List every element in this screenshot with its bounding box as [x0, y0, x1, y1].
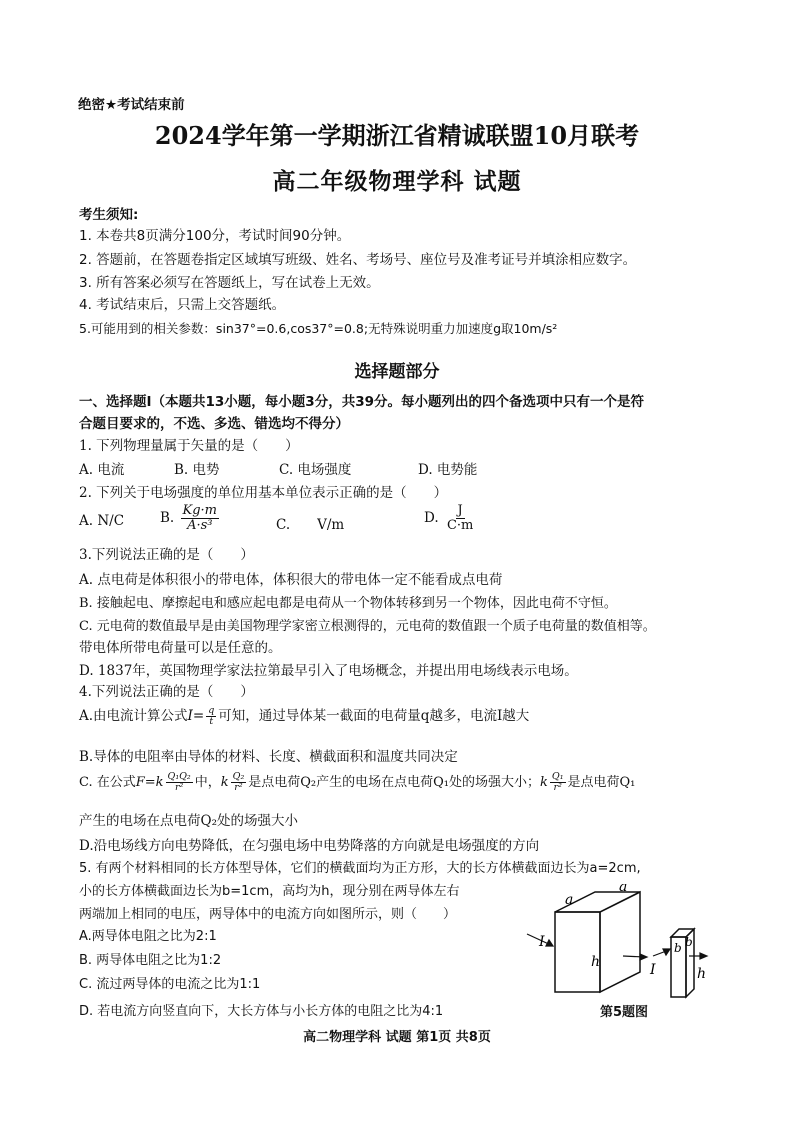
large-cuboid-front	[555, 912, 600, 992]
notice-heading: 考生须知:	[79, 207, 139, 223]
q4-option-d: D.沿电场线方向电势降低，在匀强电场中电势降落的方向就是电场强度的方向	[79, 838, 540, 854]
q4-option-a	[79, 704, 529, 727]
q4-a-equation: I=	[187, 708, 205, 724]
q5-figure	[525, 884, 725, 999]
q4-c-prefix: C. 在公式	[79, 775, 136, 790]
part1-instructions-line2: 合题目要求的，不选、多选、错选均不得分）	[79, 416, 349, 432]
figure-label-b-2: b	[685, 935, 693, 949]
part1-instructions-line1: 一、选择题Ⅰ（本题共13小题，每小题3分，共39分。每小题列出的四个备选项中只有一个是符	[79, 394, 644, 410]
q5-stem-line1: 5. 有两个材料相同的长方体型导体，它们的横截面均为正方形，大的长方体横截面边长为a=2cm,	[79, 861, 641, 876]
page-footer: 高二物理学科 试题 第1页 共8页	[303, 1030, 491, 1045]
figure-label-current-mid: I	[650, 962, 656, 978]
q4-a-fraction	[206, 706, 216, 727]
notice-item-2: 2. 答题前，在答题卷指定区域填写班级、姓名、考场号、座位号及准考证号并填涂相应数字。	[79, 252, 637, 268]
current-arrow-left-head	[546, 940, 553, 946]
q4-c-k-2: k	[540, 775, 548, 790]
exam-title: 2024学年第一学期浙江省精诚联盟10月联考	[154, 121, 640, 150]
current-arrow-mid-in-head	[640, 954, 647, 960]
q3-stem: 3.下列说法正确的是（ ）	[79, 547, 254, 563]
q3-option-d: D. 1837年，英国物理学家法拉第最早引入了电场概念，并提出用电场线表示电场。	[79, 663, 578, 679]
section-title: 选择题部分	[354, 362, 440, 382]
q1-option-a: A. 电流	[79, 462, 125, 478]
q2-b-numerator: Kg·m	[182, 503, 218, 518]
q2-b-denominator: A·s³	[187, 517, 213, 533]
q2-stem: 2. 下列关于电场强度的单位用基本单位表示正确的是（ ）	[79, 485, 448, 501]
q4-c-denominator-3: r²	[553, 782, 562, 793]
q2-option-d-label: D.	[424, 510, 439, 527]
figure-label-b-1: b	[674, 941, 682, 955]
notice-item-3: 3. 所有答案必须写在答题纸上，写在试卷上无效。	[79, 275, 380, 291]
q1-option-c: C. 电场强度	[279, 462, 352, 478]
q4-c-fraction-2	[231, 772, 247, 793]
figure-label-a-1: a	[565, 892, 574, 908]
q4-a-suffix: 可知，通过导体某一截面的电荷量q越多，电流I越大	[218, 708, 530, 724]
q2-option-a: A. N/C	[79, 513, 125, 529]
q5-figure-caption: 第5题图	[600, 1005, 649, 1020]
q3-option-c-line2: 带电体所带电荷量可以是任意的。	[79, 640, 282, 656]
figure-label-a-2: a	[619, 884, 628, 895]
q4-option-c	[79, 771, 635, 793]
q4-c-text-2: 是点电荷Q₂产生的电场在点电荷Q₁处的场强大小；	[248, 775, 541, 790]
q3-option-a: A. 点电荷是体积很小的带电体，体积很大的带电体一定不能看成点电荷	[79, 572, 503, 588]
figure-label-h-small: h	[697, 966, 707, 982]
q5-stem-line3: 两端加上相同的电压，两导体中的电流方向如图所示，则（ ）	[79, 907, 457, 922]
q2-option-c: C. V/m	[276, 517, 345, 533]
q4-c-text-3: 是点电荷Q₁	[567, 775, 636, 790]
q4-option-b: B.导体的电阻率由导体的材料、长度、横截面积和温度共同决定	[79, 749, 458, 765]
q5-option-c: C. 流过两导体的电流之比为1:1	[79, 977, 261, 992]
q1-option-d: D. 电势能	[418, 462, 478, 478]
q4-c-text-1: 中，	[194, 775, 221, 790]
q2-option-b-label: B.	[160, 510, 175, 527]
q3-option-c-line1: C. 元电荷的数值最早是由美国物理学家密立根测得的，元电荷的数值跟一个质子电荷量的数值相等。	[79, 619, 656, 634]
q4-c-numerator-1: Q₁Q₂	[167, 771, 191, 783]
q4-c-fraction-3	[550, 772, 566, 793]
q5-option-b: B. 两导体电阻之比为1:2	[79, 953, 222, 968]
q2-option-d	[424, 504, 477, 532]
q4-a-numerator: q	[208, 705, 215, 717]
current-arrow-right-head	[700, 953, 707, 959]
q4-a-denominator: t	[209, 716, 214, 727]
q3-option-b: B. 接触起电、摩擦起电和感应起电都是电荷从一个物体转移到另一个物体，因此电荷不守恒。	[79, 596, 617, 611]
q4-c-numerator-3: Q₁	[551, 771, 564, 783]
q2-option-d-fraction	[445, 504, 475, 532]
q4-c-denominator-2: r²	[234, 782, 243, 793]
q5-stem-line2: 小的长方体横截面边长为b=1cm，高均为h，现分别在两导体左右	[79, 884, 460, 899]
q1-option-b: B. 电势	[174, 462, 220, 478]
figure-label-h-large: h	[591, 954, 601, 970]
q4-option-c-line2: 产生的电场在点电荷Q₂处的场强大小	[79, 813, 298, 829]
q4-c-k-1: k	[220, 775, 229, 790]
q2-d-numerator: J	[457, 503, 463, 518]
q4-a-prefix: A.由电流计算公式	[79, 708, 188, 724]
notice-item-5: 5.可能用到的相关参数：sin37°=0.6,cos37°=0.8;无特殊说明重力加速度g取10m/s²	[79, 321, 558, 336]
q5-option-d: D. 若电流方向竖直向下，大长方体与小长方体的电阻之比为4:1	[79, 1004, 444, 1019]
large-cuboid-side	[600, 892, 640, 992]
current-arrow-mid-out-head	[663, 949, 670, 955]
notice-item-1: 1. 本卷共8页满分100分，考试时间90分钟。	[79, 228, 351, 244]
q2-d-denominator: C·m	[446, 517, 474, 533]
q2-option-b	[160, 504, 221, 532]
q4-c-fraction-1	[166, 772, 193, 793]
q2-option-b-fraction	[181, 504, 220, 532]
q1-stem: 1. 下列物理量属于矢量的是（ ）	[79, 438, 299, 454]
q5-option-a: A.两导体电阻之比为2:1	[79, 929, 217, 944]
q4-c-denominator-1: r²	[174, 782, 184, 793]
q4-stem: 4.下列说法正确的是（ ）	[79, 684, 254, 700]
notice-item-4: 4. 考试结束后，只需上交答题纸。	[79, 297, 286, 313]
q4-c-numerator-2: Q₂	[232, 771, 245, 783]
figure-label-current-left: I	[539, 934, 545, 950]
exam-subtitle: 高二年级物理学科 试题	[272, 168, 522, 195]
confidential-mark: 绝密★考试结束前	[78, 97, 185, 113]
q4-c-equation: F=k	[135, 775, 164, 790]
